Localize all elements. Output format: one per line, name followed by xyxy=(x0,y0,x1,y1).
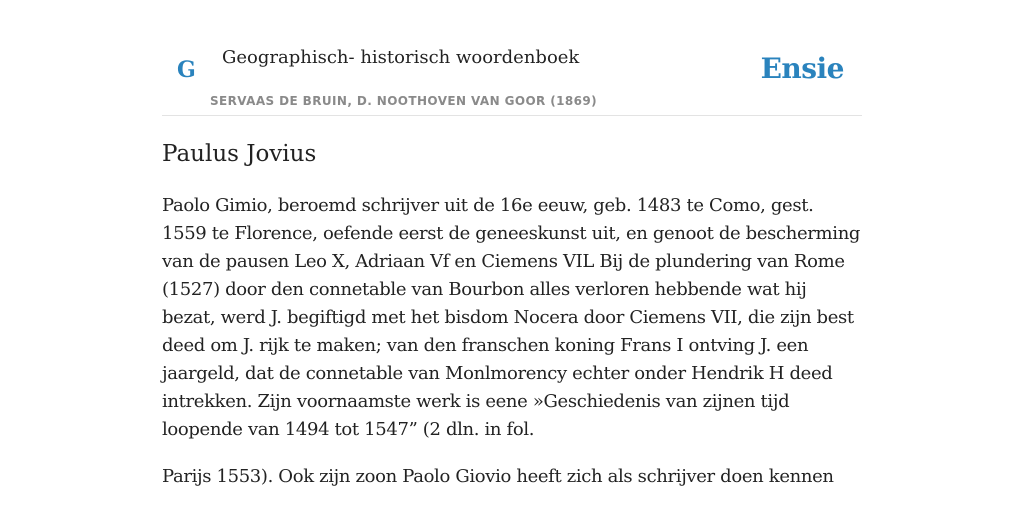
entry-paragraph: Paolo Gimio, beroemd schrijver uit de 16e eeuw, geb. 1483 te Como, gest. 1559 te Florence, oefende eerst de geneeskunst uit, en genoot de bescherming van de pausen Leo X, Adriaan Vf en Ciemens VIL Bij de plundering van Rome (1527) door den connetable van Bourbon alles verloren hebbende wat hij bezat, werd J. begiftigd met het bisdom Nocera door Ciemens VII, die zijn best deed om J. rijk te maken; van den franschen koning Frans I ontving J. een jaargeld, dat de connetable van Monlmorency echter onder Hendrik H deed intrekken. Zijn voornaamste werk is eene »Geschiedenis van zijnen tijd loopende van 1494 tot 1547” (2 dln. in fol. xyxy=(162,195,861,440)
book-title-link[interactable]: Geographisch- historisch woordenboek xyxy=(222,47,580,68)
page xyxy=(162,0,862,512)
header xyxy=(162,0,862,116)
entry-paragraph: Parijs 1553). Ook zijn zoon Paolo Giovio heeft zich als schrijver doen kennen xyxy=(162,466,834,487)
book-author: SERVAAS DE BRUIN, D. NOOTHOVEN VAN GOOR (1869) xyxy=(210,94,598,108)
brand-logo[interactable]: Ensie xyxy=(760,52,844,85)
book-logo-icon[interactable]: G xyxy=(177,57,196,83)
entry-body xyxy=(162,192,862,510)
entry-title: Paulus Jovius xyxy=(162,141,317,167)
